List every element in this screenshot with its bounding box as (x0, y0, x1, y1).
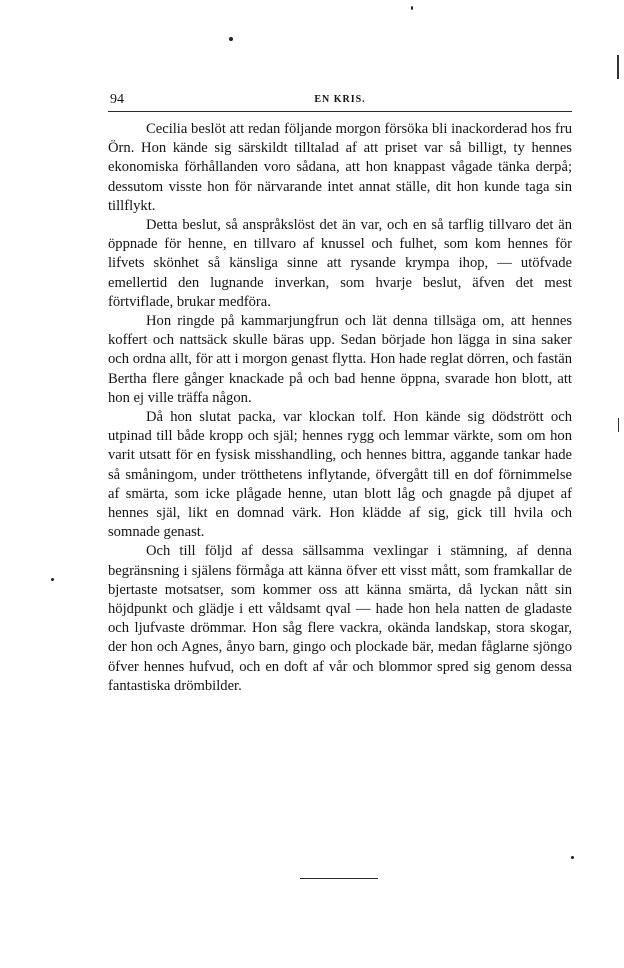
ink-speck-bottom-right (571, 856, 574, 859)
ink-speck-top (229, 37, 233, 41)
chapter-end-rule (300, 878, 378, 879)
running-title: EN KRIS. (314, 94, 366, 105)
paragraph-5: Och till följd af dessa sällsamma vexlingar i stämning, af denna begränsning i själens förmåga att känna öfver ett visst mått, som framkallar de bjertaste motsatser, som kommer oss att känna smärta, då lyckan nått sin höjdpunkt och glädje i ett våldsamt qval — hade hon hela natten de gladaste och ljufvaste drömmar. Hon såg flere vackra, okända landskap, stora skogar, der hon och Agnes, ånyo barn, gingo och plockade bär, medan fåglarne sjöngo öfver hennes hufvud, och en doft af vår och blommor spred sig genom dessa fantastiska drömbilder. (108, 543, 572, 694)
ink-speck-left (51, 578, 54, 581)
page-edge-mark (617, 55, 619, 79)
paragraph-3: Hon ringde på kammarjungfrun och lät denna tillsäga om, att hennes koffert och nattsäck skulle bäras upp. Sedan började hon lägga in sina saker och ordna allt, för att i morgon genast flytta. Hon hade reglat dörren, och fastän Bertha flere gånger knackade på och bad henne öppna, svarade hon blott, att hon ej ville träffa någon. (108, 313, 572, 406)
page-edge-mark-lower (618, 418, 619, 432)
paragraph-2: Detta beslut, så anspråkslöst det än var, och en så tarflig tillvaro det än öppnade för henne, en tillvaro af knussel och fulhet, som kom hennes för lifvets skönhet så känsliga sinne att rysande krympa ihop, — utöfvade emellertid den lugnande inverkan, som hvarje beslut, äfven det mest förtviflade, brukar medföra. (108, 217, 572, 310)
page-number: 94 (110, 92, 124, 107)
ink-speck-top-right (411, 6, 413, 10)
paragraph-1: Cecilia beslöt att redan följande morgon försöka bli inackorderad hos fru Örn. Hon kände sig särskildt tilltalad af att priset var så billigt, ty hennes ekonomiska förhållanden voro sådana, att hon knappast vågade tänka derpå; dessutom visste hon för närvarande intet annat ställe, dit hon kunde taga sin tillflykt. (108, 121, 572, 214)
body-text (108, 120, 572, 696)
page-header (108, 91, 572, 112)
paragraph-4: Då hon slutat packa, var klockan tolf. Hon kände sig dödstrött och utpinad till både kropp och själ; hennes rygg och lemmar värkte, som om hon varit utsatt för en fysisk misshandling, och hennes bittra, aggande tankar hade så småningom, under trötthetens inflytande, öfvergått till en dof förnimmelse af smärta, som icke plågade henne, utan blott låg och gnagde på djupet af hennes själ, likt en domnad värk. Hon klädde af sig, gick till hvila och somnade genast. (108, 409, 572, 541)
